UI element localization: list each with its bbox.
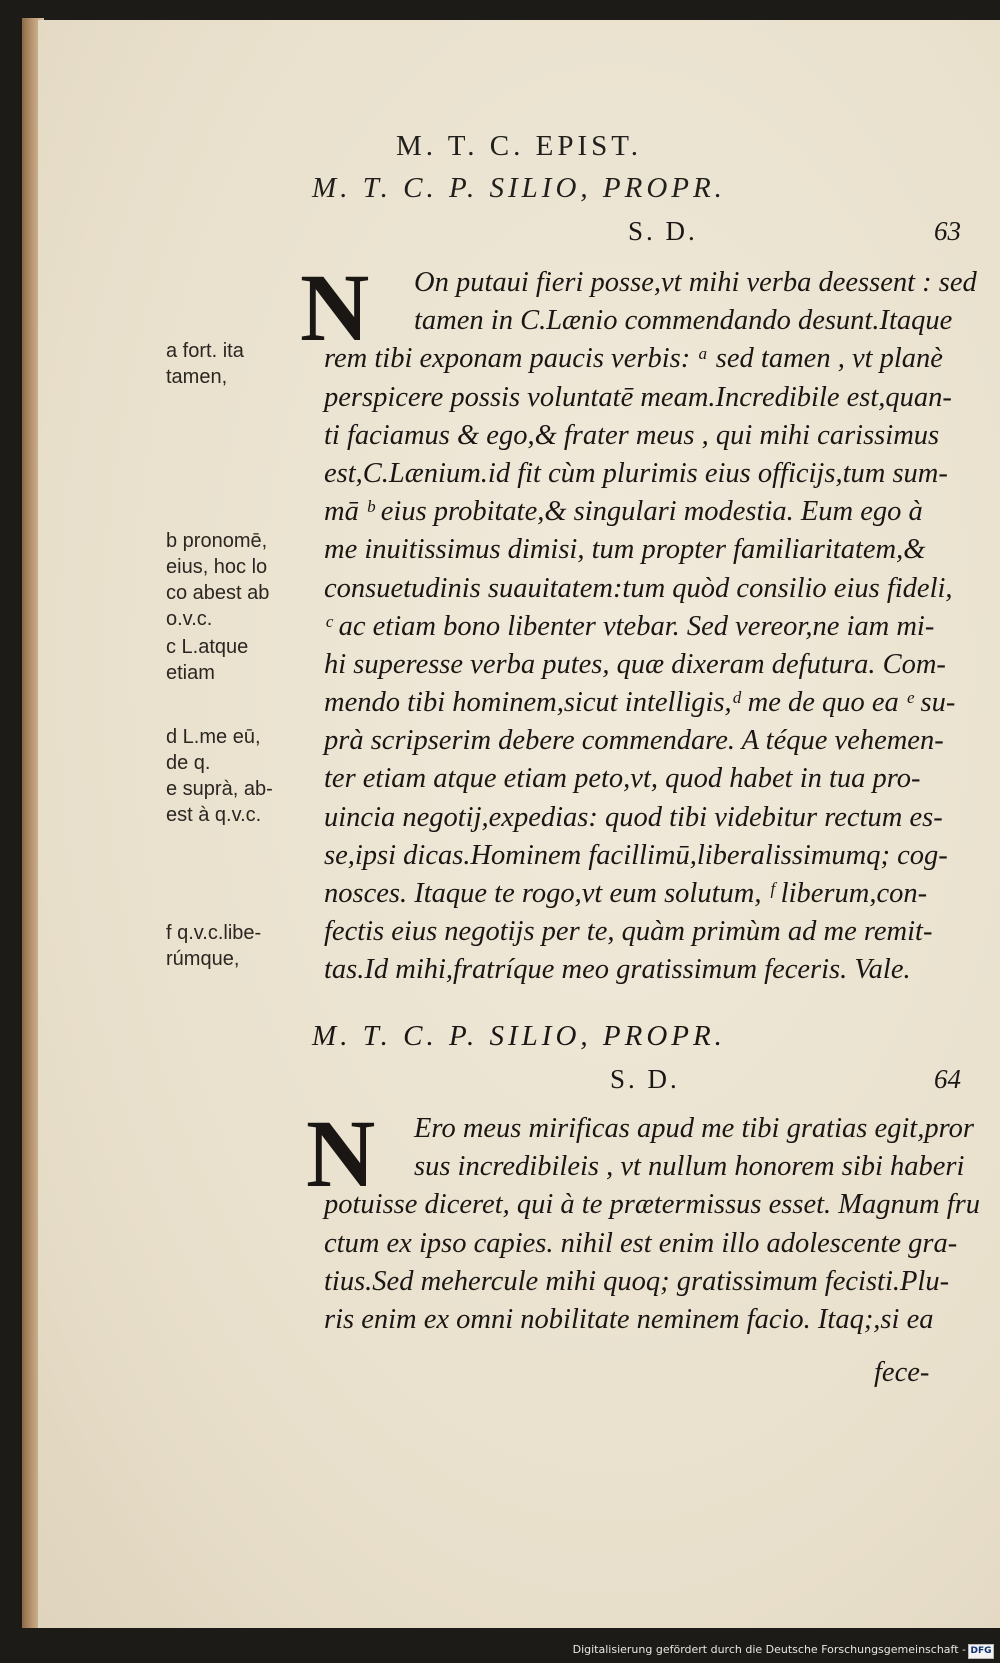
book-page — [38, 20, 1000, 1628]
text-line: est,C.Lænium.id fit cùm plurimis eius officijs,tum sum- — [324, 457, 948, 489]
catchword: fece- — [874, 1357, 930, 1388]
drop-cap: N — [306, 1100, 376, 1207]
text-line: ter etiam atque etiam peto,vt, quod habet in tua pro- — [324, 763, 921, 795]
text-line: ᶜ ac etiam bono libenter vtebar. Sed vereor,ne iam mi- — [324, 610, 935, 642]
text-line: hi superesse verba putes, quæ dixeram defutura. Com- — [324, 648, 946, 680]
text-line: potuisse diceret, qui à te prætermissus esset. Magnum fru — [324, 1189, 980, 1221]
text-line: mendo tibi hominem,sicut intelligis,ᵈ me de quo ea ᵉ su- — [324, 687, 956, 719]
drop-cap: N — [300, 254, 370, 361]
text-line: ti faciamus & ego,& frater meus , qui mihi carissimus — [324, 419, 940, 451]
text-line: ctum ex ipso capies. nihil est enim illo adolescente gra- — [324, 1227, 958, 1259]
margin-note: c L.atque etiam — [166, 636, 249, 684]
text-line: sus incredibileis , vt nullum honorem sibi haberi — [414, 1151, 965, 1183]
text-line: prà scripserim debere commendare. A téque vehemen- — [324, 725, 944, 757]
margin-note: a fort. ita tamen, — [166, 340, 244, 388]
text-line: perspicere possis voluntatē meam.Incredibile est,quan- — [324, 381, 952, 413]
text-line: tas.Id mihi,fratríque meo gratissimum feceris. Vale. — [324, 954, 911, 986]
text-line: On putaui fieri posse,vt mihi verba deessent : sed — [414, 267, 977, 298]
letter-heading: M. T. C. P. SILIO, PROPR. — [312, 172, 726, 204]
salutation: S. D. — [610, 1064, 680, 1094]
salutation: S. D. — [628, 216, 698, 246]
margin-note: d L.me eū, de q. — [166, 726, 261, 774]
footer-credit: Digitalisierung gefördert durch die Deutsche Forschungsgemeinschaft - — [572, 1643, 966, 1656]
text-line: mā ᵇ eius probitate,& singulari modestia. Eum ego à — [324, 496, 923, 528]
text-line: tamen in C.Lænio commendando desunt.Itaque — [414, 305, 953, 337]
running-head: M. T. C. EPIST. — [395, 130, 643, 162]
text-line: Ero meus mirificas apud me tibi gratias egit,pror — [414, 1113, 974, 1144]
text-line: nosces. Itaque te rogo,vt eum solutum, ᶠ liberum,con- — [324, 878, 928, 909]
text-line: ris enim ex omni nobilitate neminem facio. Itaq;,si ea — [324, 1303, 934, 1335]
text-line: me inuitissimus dimisi, tum propter familiaritatem,& — [324, 534, 926, 566]
text-line: fectis eius negotijs per te, quàm primùm ad me remit- — [324, 916, 933, 948]
margin-note: e suprà, ab- est à q.v.c. — [166, 778, 273, 826]
text-line: consuetudinis suauitatem:tum quòd consilio eius fideli, — [324, 572, 953, 604]
margin-note: f q.v.c.libe- rúmque, — [166, 922, 262, 970]
letter-number: 64 — [934, 1064, 961, 1094]
footer-bar — [0, 1640, 1000, 1663]
letter-body — [324, 264, 977, 990]
letter-body — [324, 1110, 980, 1339]
text-line: uincia negotij,expedias: quod tibi videbitur rectum es- — [324, 801, 943, 833]
text-line: rem tibi exponam paucis verbis: ᵃ sed tamen , vt planè — [324, 343, 943, 375]
text-line: se,ipsi dicas.Hominem facillimū,liberalissimumq; cog- — [324, 839, 948, 871]
text-line: tius.Sed mehercule mihi quoq; gratissimum fecisti.Plu- — [324, 1265, 950, 1297]
letter-number: 63 — [934, 216, 961, 246]
margin-note: co abest ab o.v.c. — [166, 582, 270, 630]
margin-note: b pronomē, eius, hoc lo — [166, 530, 268, 578]
letter-heading: M. T. C. P. SILIO, PROPR. — [312, 1020, 726, 1052]
dfg-logo: DFG — [968, 1644, 994, 1659]
